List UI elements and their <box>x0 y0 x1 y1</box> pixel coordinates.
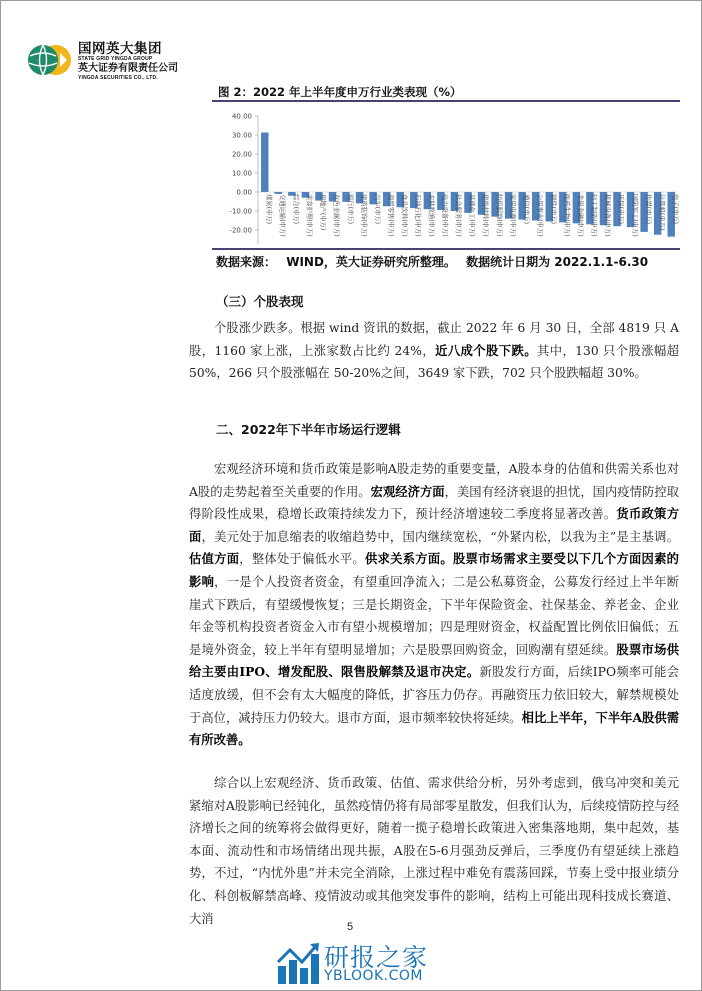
y-tick-label: 0.00 <box>236 188 252 197</box>
x-category-label: 石油石化(申万) <box>414 194 422 237</box>
x-category-label: 电力设备(申万) <box>441 194 449 237</box>
logo-group-name: 国网英大集团 <box>78 41 162 56</box>
x-category-label: 综合(申万) <box>292 194 300 225</box>
section-heading-h2-logic: 二、2022年下半年市场运行逻辑 <box>216 422 401 437</box>
x-category-label: 纺织服饰(申万) <box>495 194 503 237</box>
y-tick-label: -10.00 <box>229 207 252 216</box>
text-run: 其中，130 只个股涨幅超 50%，266 只个股涨幅在 50-20%之间，3649 家下跌，702 只个股跌幅超 30%。 <box>189 343 679 381</box>
watermark-en: YBLOOK.COM <box>324 968 424 984</box>
x-category-label: 煤炭(申万) <box>264 194 272 225</box>
x-category-label: 家用电器(申万) <box>508 194 516 237</box>
x-category-label: 美容护理(申万) <box>305 194 313 237</box>
x-category-label: 银行(申万) <box>346 194 354 225</box>
paragraph-stock-performance <box>189 317 679 385</box>
figure-title: 图 2：2022 年上半年度申万行业类表现（%） <box>218 85 462 99</box>
paragraph-summary: 综合以上宏观经济、货币政策、估值、需求供给分析，另外考虑到，俄乌冲突和美元紧缩对A股影响已经钝化，虽然疫情仍将有局部零星散发，但我们认为，后续疫情防控与经济增长之间的统筹将会做得更好，随着一揽子稳增长政策进入密集落地期，集中起效，基本面、流动性和市场情绪出现共振，A股在5-6月强劲反弹后，三季度仍有望延续上涨趋势，不过，“内忧外患”并未完全消除，上涨过程中难免有震荡回踩，节奏上受中报业绩分化、科创板解禁高峰、疫情波动或其他突发事件的影响，结构上可能出现科技成长赛道、大消 <box>189 776 679 926</box>
text-run: ，整体处于偏低水平。 <box>239 552 365 567</box>
y-tick-label: -20.00 <box>229 226 252 235</box>
x-category-label: 电子(申万) <box>671 194 679 225</box>
x-category-label: 社会服务(申万) <box>454 194 462 237</box>
text-run: 个股涨少跌多。根据 wind 资讯的数据，截止 2022 年 6 月 30 日，全部 4819 只 A 股，1160 家上涨，上涨家数占比约 24%， <box>189 321 679 358</box>
text-run-bold: 相比上半年，下半年A股供需有所改善。 <box>189 709 679 748</box>
figure-source <box>216 253 654 270</box>
bar <box>261 133 268 192</box>
text-run: ，美元处于加息缩表的收缩趋势中，国内继续宽松，“外紧内松，以我为主”是主基调。 <box>201 529 679 544</box>
x-category-label: 食品饮料(申万) <box>400 194 408 237</box>
figure-top-rule <box>212 100 680 102</box>
watermark <box>276 940 506 988</box>
x-category-label: 医药生物(申万) <box>563 194 571 237</box>
x-category-label: 国防军工(申万) <box>630 194 638 237</box>
company-logo <box>26 40 216 80</box>
industry-bar-chart <box>200 104 682 246</box>
logo-group-name-en: STATE GRID YINGDA GROUP <box>78 56 153 62</box>
x-category-label: 轻工制造(申万) <box>590 194 598 237</box>
x-category-label: 公用事业(申万) <box>535 194 543 237</box>
x-category-label: 汽车(申万) <box>373 194 381 225</box>
watermark-cn: 研报之家 <box>324 943 429 972</box>
x-category-label: 有色金属(申万) <box>332 194 340 237</box>
text-run: ，一是个人投资者资金，有望重回净流入；二是公私募资金，公募发行经过上半年断崖式下跌后，有望缓慢恢复；三是长期资金，下半年保险资金、社保基金、养老金、企业年金等机构投资者资金入市有望小规模增加；四是理财资金，权益配置比例依旧偏低；五是境外资金，较上半年有望明显增加；六是股票回购资金，回购潮有望延续。 <box>189 574 679 657</box>
x-category-label: 机械设备(申万) <box>603 194 611 237</box>
x-category-label: 计算机(申万) <box>657 194 665 231</box>
x-category-label: 非银金融(申万) <box>576 194 584 237</box>
logo-company-name: 英大证券有限责任公司 <box>78 63 178 74</box>
text-run-bold: 近八成个股下跌。 <box>435 342 537 358</box>
x-category-label: 环保(申万) <box>617 194 625 225</box>
x-category-label: 商贸零售(申万) <box>386 194 394 237</box>
source-label: 数据来源： <box>216 255 277 269</box>
source-text: WIND，英大证券研究所整理。 <box>286 255 456 269</box>
x-category-label: 房地产(申万) <box>319 194 327 231</box>
globe-logo-icon <box>26 40 76 80</box>
x-category-label: 交通运输(申万) <box>278 194 286 237</box>
paragraph-market-logic <box>189 458 679 752</box>
x-category-label: 建筑材料(申万) <box>481 194 489 237</box>
x-category-label: 农林牧渔(申万) <box>427 194 435 237</box>
page-number: 5 <box>347 921 354 933</box>
text-run-bold: 股票市场供给主要由IPO、增发配股、限售股解禁及退市决定。 <box>189 641 679 680</box>
y-tick-label: 20.00 <box>231 150 252 159</box>
text-run-bold: 宏观经济方面 <box>370 483 445 499</box>
y-tick-label: 30.00 <box>231 131 252 140</box>
section-heading-stock-performance: （三）个股表现 <box>216 294 304 309</box>
figure-bottom-rule <box>212 248 680 250</box>
x-category-label: 钢铁(申万) <box>549 194 557 225</box>
x-category-label: 建筑装饰(申万) <box>359 194 367 237</box>
text-run: 宏观经济环境和货币政策是影响A股走势的重要变量，A股本身的估值和供需关系也对A股的走势起着至关重要的作用。 <box>189 462 679 499</box>
text-run: ，美国有经济衰退的担忧，国内疫情防控取得阶段性成果，稳增长政策持续发力下，预计经济增速较二季度将显著改善。 <box>189 484 679 522</box>
text-run-bold: 货币政策方面 <box>189 506 679 544</box>
text-run-bold: 供求关系方面。股票市场需求主要受以下几个方面因素的影响 <box>189 551 679 589</box>
text-run-bold: 估值方面 <box>189 551 240 567</box>
rising-chart-logo-icon <box>276 940 322 986</box>
x-category-label: 基础化工(申万) <box>468 194 476 237</box>
x-category-label: 传媒(申万) <box>644 194 652 225</box>
y-tick-label: 40.00 <box>231 112 252 121</box>
x-category-label: 通信(申万) <box>522 194 530 225</box>
logo-company-name-en: YINGDA SECURITIES CO., LTD. <box>78 75 158 81</box>
source-date: 数据统计日期为 2022.1.1-6.30 <box>466 255 649 269</box>
text-run: 新股发行方面，后续IPO频率可能会适度放缓，但不会有太大幅度的降低，扩容压力仍存。再融资压力依旧较大，解禁规模处于高位，减持压力仍较大。退市方面，退市频率较快将延续。 <box>189 665 679 725</box>
y-tick-label: 10.00 <box>231 169 252 178</box>
